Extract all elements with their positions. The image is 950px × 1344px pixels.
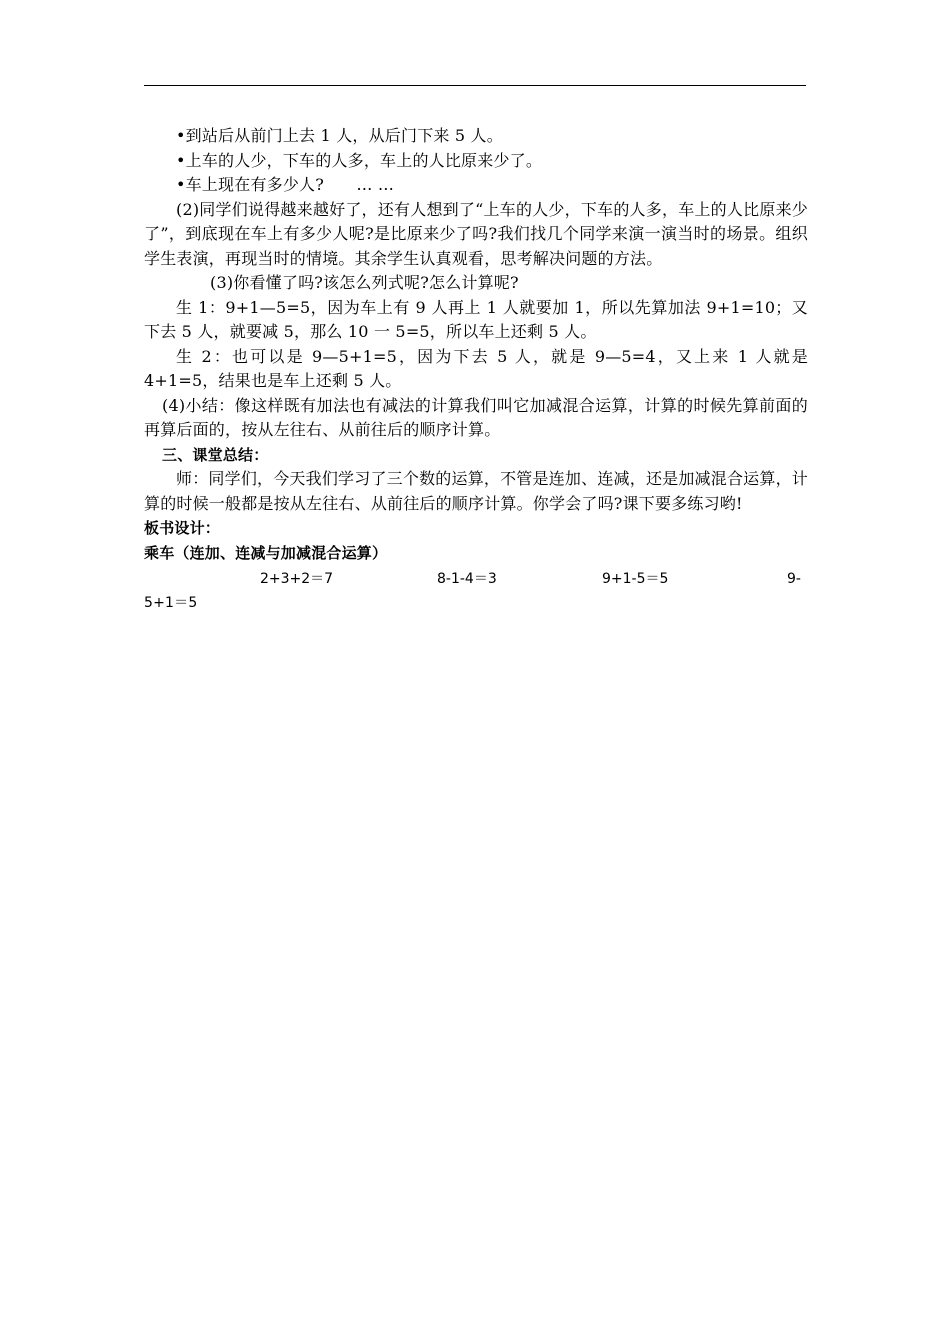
formula-4-start: 9- [787,571,801,587]
formula-1: 2+3+2＝7 [260,571,334,587]
student-answer-1: 生 1：9+1—5=5，因为车上有 9 人再上 1 人就要加 1，所以先算加法 9+1=10；又下去 5 人，就要减 5，那么 10 一 5=5，所以车上还剩 5 人。 [144,297,808,341]
section-heading-summary: 三、课堂总结： [162,445,269,464]
teacher-summary: 师：同学们，今天我们学习了三个数的运算，不管是连加、连减，还是加减混合运算，计算的时候一般都是按从左往右、从前往后的顺序计算。你学会了吗?课下要多练习哟! [144,469,808,513]
document-body [144,124,808,616]
paragraph-4-summary: (4)小结：像这样既有加法也有减法的计算我们叫它加减混合运算，计算的时候先算前面的再算后面的，按从左往右、从前往后的顺序计算。 [144,395,808,439]
formula-3: 9+1-5＝5 [602,571,669,587]
formula-4-end: 5+1＝5 [144,595,198,611]
formula-2: 8-1-4＝3 [437,571,497,587]
paragraph-3: (3)你看懂了吗?该怎么列式呢?怎么计算呢? [210,273,519,292]
student-answer-2: 生 2：也可以是 9—5+1=5，因为下去 5 人，就是 9—5=4，又上来 1 人就是 4+1=5，结果也是车上还剩 5 人。 [144,346,808,390]
formula-row [144,565,808,591]
board-title: 乘车（连加、连减与加减混合运算） [144,543,388,562]
bullet-line-2: •上车的人少，下车的人多，车上的人比原来少了。 [176,150,543,170]
paragraph-2: (2)同学们说得越来越好了，还有人想到了“上车的人少，下车的人多，车上的人比原来少了”，到底现在车上有多少人呢?是比原来少了吗?我们找几个同学来演一演当时的场景。组织学生表演，再现当时的情境。其余学生认真观看，思考解决问题的方法。 [144,199,808,268]
bullet-line-1: •到站后从前门上去 1 人，从后门下来 5 人。 [176,126,503,145]
bullet-line-3: •车上现在有多少人? … … [176,175,395,194]
header-rule [144,85,806,86]
board-design-label: 板书设计： [144,519,221,537]
